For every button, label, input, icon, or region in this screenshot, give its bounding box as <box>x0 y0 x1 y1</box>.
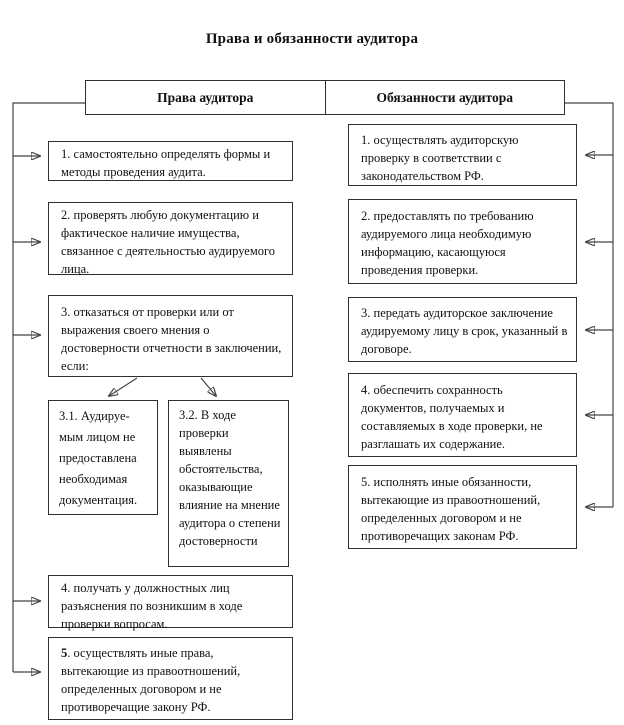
rights-column-header: Права аудитора <box>157 89 254 105</box>
duties-item-2: 2. предоставлять по требованию аудируемого лица необходимую информацию, касающуюся проведения проверки. <box>348 199 577 284</box>
duties-item-5: 5. исполнять иные обязанности, вытекающие из правоотношений, определенных договором и не противоречащих законам РФ. <box>348 465 577 549</box>
rights-item-3-2: 3.2. В ходе проверки выявлены обстоятельства, оказывающие влияние на мнение аудитора о степени достоверности <box>168 400 289 567</box>
rights-item-5-text: . осуществлять иные права, вытекающие из правоотношений, определенных договором и не противоречащие закону РФ. <box>61 646 241 714</box>
rights-item-5 <box>48 637 293 720</box>
duties-item-1: 1. осуществлять аудиторскую проверку в соответствии с законодательством РФ. <box>348 124 577 186</box>
rights-item-3: 3. отказаться от проверки или от выражения своего мнения о достоверности отчетности в заключении, если: <box>48 295 293 377</box>
diagram-title: Права и обязанности аудитора <box>205 31 419 47</box>
arrow-to-rights-3-2-icon <box>201 378 216 396</box>
column-headers <box>85 80 565 115</box>
rights-item-3-1: 3.1. Аудируе-мым лицом не предоставлена необходимая документация. <box>48 400 158 515</box>
rights-item-5-number: 5 <box>61 646 68 660</box>
duties-column-header: Обязанности аудитора <box>325 81 565 114</box>
arrow-to-rights-3-1-icon <box>109 378 137 396</box>
duties-item-3: 3. передать аудиторское заключение аудируемому лицу в срок, указанный в договоре. <box>348 297 577 362</box>
rights-item-1: 1. самостоятельно определять формы и методы проведения аудита. <box>48 141 293 181</box>
rights-item-4: 4. получать у должностных лиц разъяснения по возникшим в ходе проверки вопросам. <box>48 575 293 628</box>
duties-item-4: 4. обеспечить сохранность документов, получаемых и составляемых в ходе проверки, не разглашать их содержание. <box>348 373 577 457</box>
rights-item-2: 2. проверять любую документацию и фактическое наличие имущества, связанное с деятельностью аудируемого лица. <box>48 202 293 275</box>
